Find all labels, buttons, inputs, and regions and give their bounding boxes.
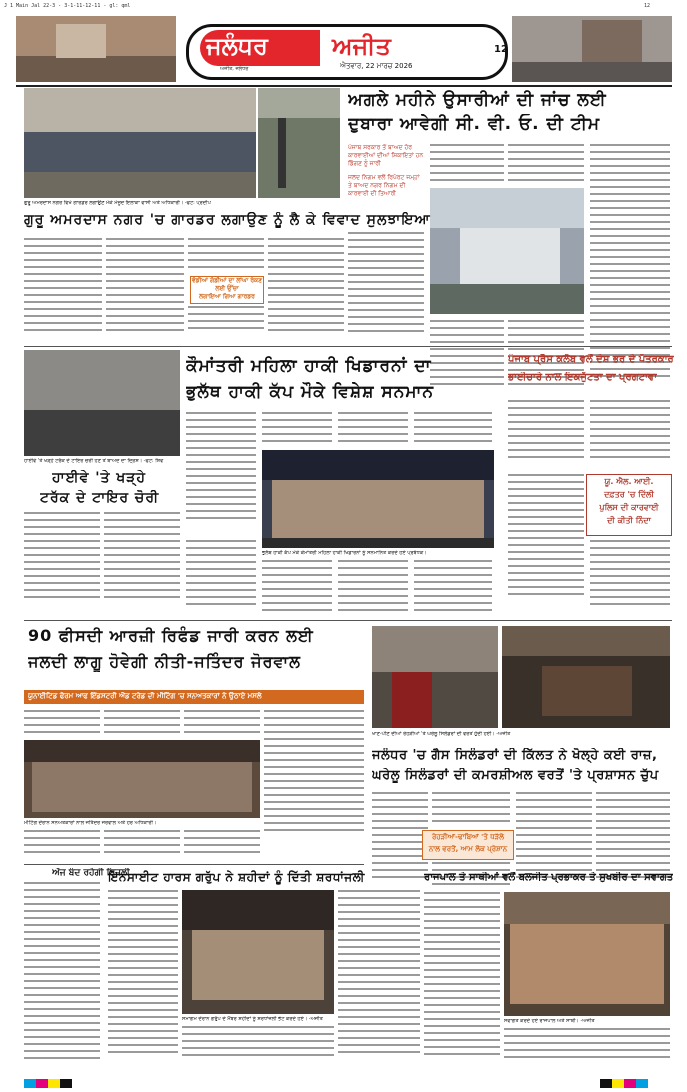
highway-photo <box>24 350 180 456</box>
cyan-chip <box>636 1079 648 1088</box>
highway-headline-2: ਟਰੱਕ ਦੇ ਟਾਇਰ ਚੋਰੀ <box>40 490 160 506</box>
girder-body-col4 <box>268 238 344 338</box>
girder-body-col3 <box>188 306 264 340</box>
masthead-paper-word: ਅਜੀਤ <box>332 32 391 60</box>
gas-box-line-1: ਰੇਹੜੀਆਂ-ਢਾਬਿਆਂ 'ਤੇ ਧੜੱਲੇ <box>432 833 504 841</box>
gas-caption: ਖਾਣ-ਪੀਣ ਦੀਆਂ ਰੇਹੜੀਆਂ 'ਤੇ ਘਰੇਲੂ ਸਿਲੰਡਰਾਂ ਦੀ ਵਰਤੋਂ ਹੁੰਦੀ ਹੋਈ। -ਅਜੀਤ <box>372 731 511 737</box>
cvo-body-col3-top <box>508 144 584 184</box>
highway-caption: ਹਾਈਵੇ 'ਤੇ ਖੜ੍ਹੇ ਟਰੱਕ ਦੇ ਟਾਇਰ ਚੋਰੀ ਹੋਣ ਤੋਂ ਬਾਅਦ ਦਾ ਦ੍ਰਿਸ਼। -ਫੋਟੋ: ਸ਼ਿਵ <box>24 458 164 464</box>
hockey-body-col1 <box>186 412 256 532</box>
girder-headline: ਗੁਰੂ ਅਮਰਦਾਸ ਨਗਰ 'ਚ ਗਾਰਡਰ ਲਗਾਉਣ ਨੂੰ ਲੈ ਕੇ ਵਿਵਾਦ ਸੁਲਝਾਇਆ <box>24 212 431 228</box>
press-box-line-4: ਦੀ ਕੀਤੀ ਨਿੰਦਾ <box>607 516 651 525</box>
cvo-body-col2-top <box>430 144 504 184</box>
refund-body-col1-top <box>24 710 100 738</box>
insight-body-col3 <box>338 890 420 1066</box>
refund-body-col2 <box>104 830 180 860</box>
refund-headline-2: ਜਲਦੀ ਲਾਗੂ ਹੋਵੇਗੀ ਨੀਤੀ-ਜਤਿੰਦਰ ਜੋਰਵਾਲ <box>28 652 301 671</box>
highway-body-col1 <box>24 512 100 612</box>
yellow-chip <box>612 1079 624 1088</box>
press-headline-2: ਭਾਈਚਾਰੇ ਨਾਲ ਇਕਜੁੱਟਤਾ ਦਾ ਪ੍ਰਗਟਾਵਾ <box>508 372 658 383</box>
cvo-building-photo <box>430 188 584 314</box>
gas-photo-1 <box>372 626 498 728</box>
cvo-headline-2: ਦੁਬਾਰਾ ਆਵੇਗੀ ਸੀ. ਵੀ. ਓ. ਦੀ ਟੀਮ <box>348 114 601 134</box>
hockey-headline-2: ਭੁਲੱਥ ਹਾਕੀ ਕੱਪ ਮੌਕੇ ਵਿਸ਼ੇਸ਼ ਸਨਮਾਨ <box>186 382 435 402</box>
hockey-headline-1: ਕੌਮਾਂਤਰੀ ਮਹਿਲਾ ਹਾਕੀ ਖਿਡਾਰਨਾਂ ਦਾ <box>186 356 432 376</box>
insight-body-bottom <box>182 1026 334 1066</box>
hockey-body-col2 <box>262 412 332 448</box>
refund-body-col1 <box>24 830 100 860</box>
masthead-photo-left <box>16 16 176 82</box>
press-body-col2 <box>590 540 670 616</box>
sukhbir-body-col1 <box>424 892 500 1066</box>
refund-caption: ਮੀਟਿੰਗ ਦੌਰਾਨ ਸਨਅਤਕਾਰਾਂ ਨਾਲ ਜਤਿੰਦਰ ਜੋਰਵਾਲ ਅਤੇ ਹੋਰ ਅਧਿਕਾਰੀ। <box>24 820 157 826</box>
cvo-body-col1 <box>348 232 424 342</box>
girder-photo-1 <box>24 88 256 198</box>
hockey-body-col3 <box>338 412 408 448</box>
masthead-date: ਐਤਵਾਰ, 22 ਮਾਰਚ 2026 <box>340 62 413 70</box>
refund-body-col3-top <box>184 710 260 738</box>
hockey-body-col4 <box>414 412 492 448</box>
black-chip <box>600 1079 612 1088</box>
black-chip <box>60 1079 72 1088</box>
electricity-headline: ਅੱਜ ਬੰਦ ਰਹੇਗੀ ਬਿਜਲੀ <box>52 868 130 878</box>
cyan-chip <box>24 1079 36 1088</box>
gas-body-col1 <box>372 792 428 888</box>
rule-3 <box>24 864 364 865</box>
press-box-line-2: ਦਫ਼ਤਰ 'ਚ ਦਿੱਲੀ <box>604 490 654 499</box>
press-headline-1: ਪੰਜਾਬ ਪ੍ਰੈੱਸ ਕਲੱਬ ਵਲੋਂ ਦੇਸ਼ ਭਰ ਦੇ ਪੱਤਰਕਾਰ <box>508 354 674 365</box>
cvo-bullet-2: ਜਲਦ ਨਿਗਮ ਵਲੋਂ ਰਿਪੋਰਟ ਜਮ੍ਹਾਂ ਤੇ ਬਾਅਦ ਨਗਰ ਨਿਗਮ ਦੀ ਕਾਰਵਾਈ ਦੀ ਤਿਆਰੀ <box>348 174 420 197</box>
hockey-body-col1b <box>186 540 256 616</box>
hockey-body-col3b <box>338 560 408 620</box>
press-box-line-3: ਪੁਲਿਸ ਦੀ ਕਾਰਵਾਈ <box>599 503 659 512</box>
hockey-caption: ਭੁਲੱਥ ਹਾਕੀ ਕੱਪ ਮੌਕੇ ਕੌਮਾਂਤਰੀ ਮਹਿਲਾ ਹਾਕੀ ਖਿਡਾਰਨਾਂ ਨੂੰ ਸਨਮਾਨਿਤ ਕਰਦੇ ਹੋਏ ਪ੍ਰਬੰਧਕ। <box>262 550 427 556</box>
press-body-col1-top <box>508 400 584 470</box>
insight-photo <box>182 890 334 1014</box>
press-boxout <box>586 474 672 536</box>
hockey-body-col4b <box>414 560 492 620</box>
hockey-photo <box>262 450 494 548</box>
refund-body-col2-top <box>104 710 180 738</box>
girder-body-col2 <box>106 238 184 338</box>
press-box-line-1: ਯੂ. ਐਲ. ਆਈ. <box>604 477 654 486</box>
hockey-body-col2b <box>262 560 332 620</box>
highway-headline-1: ਹਾਈਵੇ 'ਤੇ ਖੜ੍ਹੇ <box>52 470 146 486</box>
electricity-body <box>24 882 100 1068</box>
masthead-rule <box>16 85 672 87</box>
insight-headline: ਇਨਸਾਈਟ ਹਾਰਸ ਗਰੁੱਪ ਨੇ ਸ਼ਹੀਦਾਂ ਨੂੰ ਦਿੱਤੀ ਸ਼ਰਧਾਂਜਲੀ <box>108 870 365 884</box>
rule-2 <box>24 620 672 621</box>
sukhbir-photo <box>504 892 670 1016</box>
insight-caption: ਸਮਾਗਮ ਦੌਰਾਨ ਗਰੁੱਪ ਦੇ ਮੈਂਬਰ ਸ਼ਹੀਦਾਂ ਨੂੰ ਸ਼ਰਧਾਂਜਲੀ ਭੇਟ ਕਰਦੇ ਹੋਏ। -ਅਜੀਤ <box>182 1016 323 1022</box>
gas-boxout <box>422 830 514 860</box>
masthead-subline: ਅਜੀਤ, ਜਲੰਧਰ <box>220 66 249 72</box>
cvo-bullet-1: ਪੰਜਾਬ ਸਰਕਾਰ ਤੋਂ ਬਾਅਦ ਹੋਰ ਕਾਰਵਾਈਆਂ ਦੀਆਂ ਸ਼ਿਕਾਇਤਾਂ ਹਨ ਡਿੱਗਣ ਨੂੰ ਜਾਰੀ <box>348 144 424 167</box>
gas-box-line-2: ਨਾਲ ਵਰਤੋਂ, ਆਮ ਲੋਕ ਪ੍ਰੇਸ਼ਾਨ <box>428 845 508 853</box>
girder-boxout-title: ਵੱਡੀਆਂ ਗੱਡੀਆਂ ਦਾ ਲਾਂਘਾ ਰੋਕਣ ਲਈ ਉੱਚਾ <box>191 277 263 292</box>
sukhbir-headline: ਰਾਜਪਾਲ ਤੇ ਸਾਥੀਆਂ ਵਲੋਂ ਬਲਜੀਤ ਪ੍ਰਭਾਕਰ ਤੇ ਸੁਖਬੀਰ ਦਾ ਸਵਾਗਤ <box>424 872 674 883</box>
color-register-left <box>24 1073 84 1082</box>
highway-body-col2 <box>104 512 180 612</box>
refund-photo <box>24 740 260 818</box>
rule-1 <box>24 346 672 347</box>
refund-body-col4 <box>264 710 364 850</box>
magenta-chip <box>36 1079 48 1088</box>
press-body-col1 <box>508 474 584 614</box>
girder-photo-2 <box>258 88 340 198</box>
gas-headline-2: ਘਰੇਲੂ ਸਿਲੰਡਰਾਂ ਦੀ ਕਮਰਸ਼ੀਅਲ ਵਰਤੋਂ 'ਤੇ ਪ੍ਰਸ਼ਾਸਨ ਚੁੱਪ <box>372 768 659 783</box>
refund-body-col3 <box>184 830 260 860</box>
sukhbir-body-bottom <box>504 1028 670 1068</box>
masthead-city-word: ਜਲੰਧਰ <box>206 32 268 60</box>
slug-page-no: 12 <box>644 3 651 9</box>
girder-body-col3-top <box>188 238 264 276</box>
girder-boxout <box>190 276 264 304</box>
insight-body-col1 <box>108 890 178 1066</box>
gas-photo-2 <box>502 626 670 728</box>
girder-caption: ਗੁਰੂ ਅਮਰਦਾਸ ਨਗਰ ਵਿਖੇ ਗਾਰਡਰ ਲਗਾਉਣ ਮੌਕੇ ਮੌਜੂਦ ਇਲਾਕਾ ਵਾਸੀ ਅਤੇ ਅਧਿਕਾਰੀ। -ਫੋਟੋ: ਪ੍ਰਦੀਪ <box>24 200 211 206</box>
girder-body-col1 <box>24 238 102 338</box>
masthead-photo-right <box>512 16 672 82</box>
print-slug: J 1 Main Jal 22-3 - 3-1-11-12-11 - gl: qml <box>4 3 131 9</box>
yellow-chip <box>48 1079 60 1088</box>
refund-strap: ਯੂਨਾਈਟਿਡ ਫੋਰਮ ਆਫ ਇੰਡਸਟਰੀ ਐਂਡ ਟਰੇਡ ਦੀ ਮੀਟਿੰਗ 'ਚ ਸਨਅਤਕਾਰਾਂ ਨੇ ਉਠਾਏ ਮਸਲੇ <box>28 692 262 700</box>
cvo-headline-1: ਅਗਲੇ ਮਹੀਨੇ ਉਸਾਰੀਆਂ ਦੀ ਜਾਂਚ ਲਈ <box>348 90 607 110</box>
color-register-right <box>600 1073 660 1082</box>
press-body-col2-top <box>590 400 670 470</box>
gas-body-col2-top <box>432 792 510 826</box>
cvo-body-col2 <box>430 320 504 396</box>
refund-headline-1: 90 ਫੀਸਦੀ ਆਰਜ਼ੀ ਰਿਫੰਡ ਜਾਰੀ ਕਰਨ ਲਈ <box>28 626 314 645</box>
sukhbir-caption: ਸਵਾਗਤ ਕਰਦੇ ਹੋਏ ਰਾਜਪਾਲ ਅਤੇ ਸਾਥੀ। -ਅਜੀਤ <box>504 1018 595 1024</box>
girder-boxout-sub: ਲਗਾਇਆ ਗਿਆ ਗਾਰਡਰ <box>199 293 255 300</box>
page-number: 12 <box>494 44 508 55</box>
magenta-chip <box>624 1079 636 1088</box>
gas-headline-1: ਜਲੰਧਰ 'ਚ ਗੈਸ ਸਿਲੰਡਰਾਂ ਦੀ ਕਿੱਲਤ ਨੇ ਖੋਲ੍ਹੇ ਕਈ ਰਾਜ਼, <box>372 748 658 763</box>
